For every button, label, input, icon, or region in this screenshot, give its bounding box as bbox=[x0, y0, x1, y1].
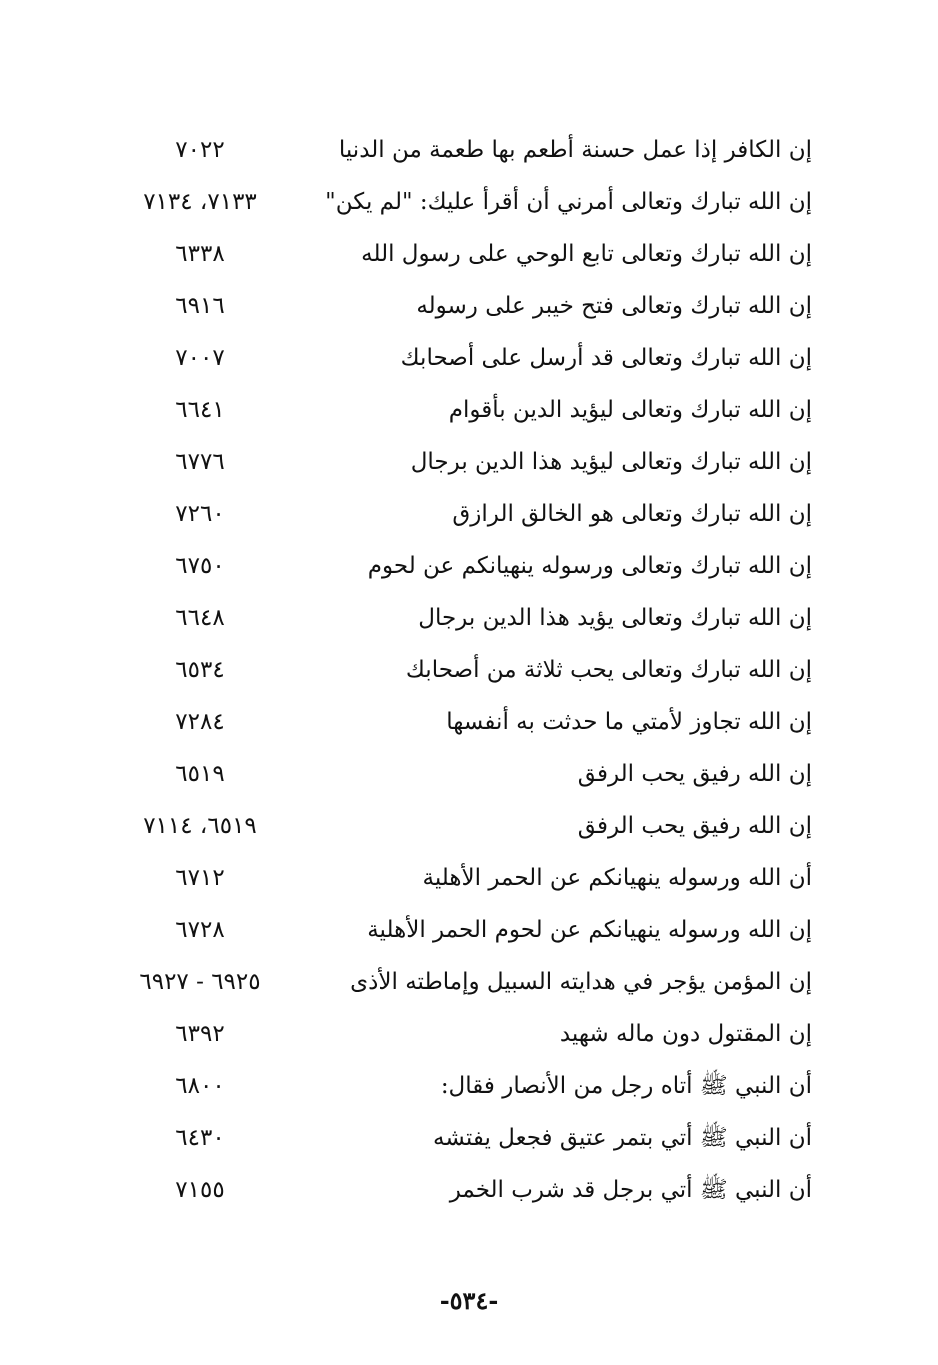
index-entry bbox=[100, 696, 812, 748]
index-entry bbox=[100, 852, 812, 904]
hadith-text: إن الله رفيق يحب الرفق bbox=[577, 813, 812, 839]
hadith-text: إن الله تبارك وتعالى هو الخالق الرازق bbox=[452, 501, 812, 527]
hadith-text: إن الله تبارك وتعالى ليؤيد هذا الدين برجال bbox=[410, 449, 812, 475]
hadith-reference-numbers: ٦٥١٩ bbox=[175, 761, 225, 787]
hadith-text: أن النبي ﷺ أتاه رجل من الأنصار فقال: bbox=[440, 1073, 812, 1099]
hadith-text: إن الكافر إذا عمل حسنة أطعم بها طعمة من الدنيا bbox=[338, 137, 812, 163]
index-entry bbox=[100, 436, 812, 488]
hadith-reference-numbers: ٧٠٢٢ bbox=[175, 137, 225, 163]
index-entry bbox=[100, 488, 812, 540]
index-entry bbox=[100, 1164, 812, 1216]
hadith-text: إن المؤمن يؤجر في هدايته السبيل وإماطته الأذى bbox=[350, 969, 812, 995]
index-entry bbox=[100, 384, 812, 436]
index-entry bbox=[100, 124, 812, 176]
hadith-text: إن الله ورسوله ينهيانكم عن لحوم الحمر الأهلية bbox=[367, 917, 812, 943]
hadith-reference-numbers: ٧١٥٥ bbox=[175, 1177, 225, 1203]
hadith-reference-numbers: ٦٧٧٦ bbox=[175, 449, 225, 475]
index-entry bbox=[100, 904, 812, 956]
hadith-text: إن الله تبارك وتعالى يحب ثلاثة من أصحابك bbox=[405, 657, 812, 683]
hadith-reference-numbers: ٧٠٠٧ bbox=[175, 345, 225, 371]
hadith-text: إن الله تجاوز لأمتي ما حدثت به أنفسها bbox=[446, 709, 812, 735]
hadith-text: إن الله تبارك وتعالى ليؤيد الدين بأقوام bbox=[448, 397, 812, 423]
index-entry bbox=[100, 1112, 812, 1164]
hadith-text: أن النبي ﷺ أتي برجل قد شرب الخمر bbox=[449, 1177, 812, 1203]
hadith-reference-numbers: ٧١٣٣، ٧١٣٤ bbox=[143, 189, 257, 215]
index-entry bbox=[100, 540, 812, 592]
hadith-text: أن الله ورسوله ينهيانكم عن الحمر الأهلية bbox=[422, 865, 812, 891]
page-number: -٥٣٤- bbox=[439, 1286, 499, 1315]
hadith-reference-numbers: ٦٦٤٨ bbox=[175, 605, 225, 631]
hadith-reference-numbers: ٦٧١٢ bbox=[175, 865, 225, 891]
index-entry bbox=[100, 228, 812, 280]
index-entry bbox=[100, 644, 812, 696]
hadith-reference-numbers: ٦٩١٦ bbox=[175, 293, 225, 319]
hadith-reference-numbers: ٦٤٣٠ bbox=[175, 1125, 225, 1151]
hadith-reference-numbers: ٦٣٩٢ bbox=[175, 1021, 225, 1047]
index-entry bbox=[100, 748, 812, 800]
hadith-reference-numbers: ٦٣٣٨ bbox=[175, 241, 225, 267]
hadith-reference-numbers: ٧٢٨٤ bbox=[175, 709, 225, 735]
hadith-text: إن المقتول دون ماله شهيد bbox=[559, 1021, 812, 1047]
index-entry bbox=[100, 592, 812, 644]
hadith-reference-numbers: ٦٥٣٤ bbox=[175, 657, 225, 683]
index-entry bbox=[100, 800, 812, 852]
hadith-index-list bbox=[100, 124, 812, 1216]
hadith-text: إن الله رفيق يحب الرفق bbox=[577, 761, 812, 787]
hadith-text: إن الله تبارك وتعالى أمرني أن أقرأ عليك: "لم يكن" bbox=[325, 189, 812, 215]
hadith-text: إن الله تبارك وتعالى ورسوله ينهيانكم عن لحوم bbox=[367, 553, 812, 579]
hadith-reference-numbers: ٦٦٤١ bbox=[175, 397, 225, 423]
hadith-text: أن النبي ﷺ أتي بتمر عتيق فجعل يفتشه bbox=[433, 1125, 812, 1151]
hadith-reference-numbers: ٦٧٥٠ bbox=[175, 553, 225, 579]
index-entry bbox=[100, 1008, 812, 1060]
hadith-reference-numbers: ٦٩٢٥ - ٦٩٢٧ bbox=[139, 969, 261, 995]
hadith-reference-numbers: ٦٥١٩، ٧١١٤ bbox=[143, 813, 257, 839]
hadith-text: إن الله تبارك وتعالى فتح خيبر على رسوله bbox=[416, 293, 812, 319]
hadith-reference-numbers: ٧٢٦٠ bbox=[175, 501, 225, 527]
index-entry bbox=[100, 332, 812, 384]
hadith-text: إن الله تبارك وتعالى يؤيد هذا الدين برجال bbox=[418, 605, 812, 631]
index-entry bbox=[100, 280, 812, 332]
hadith-text: إن الله تبارك وتعالى قد أرسل على أصحابك bbox=[400, 345, 812, 371]
hadith-text: إن الله تبارك وتعالى تابع الوحي على رسول الله bbox=[361, 241, 812, 267]
index-entry bbox=[100, 1060, 812, 1112]
hadith-reference-numbers: ٦٧٢٨ bbox=[175, 917, 225, 943]
index-entry bbox=[100, 956, 812, 1008]
hadith-reference-numbers: ٦٨٠٠ bbox=[175, 1073, 225, 1099]
index-entry bbox=[100, 176, 812, 228]
